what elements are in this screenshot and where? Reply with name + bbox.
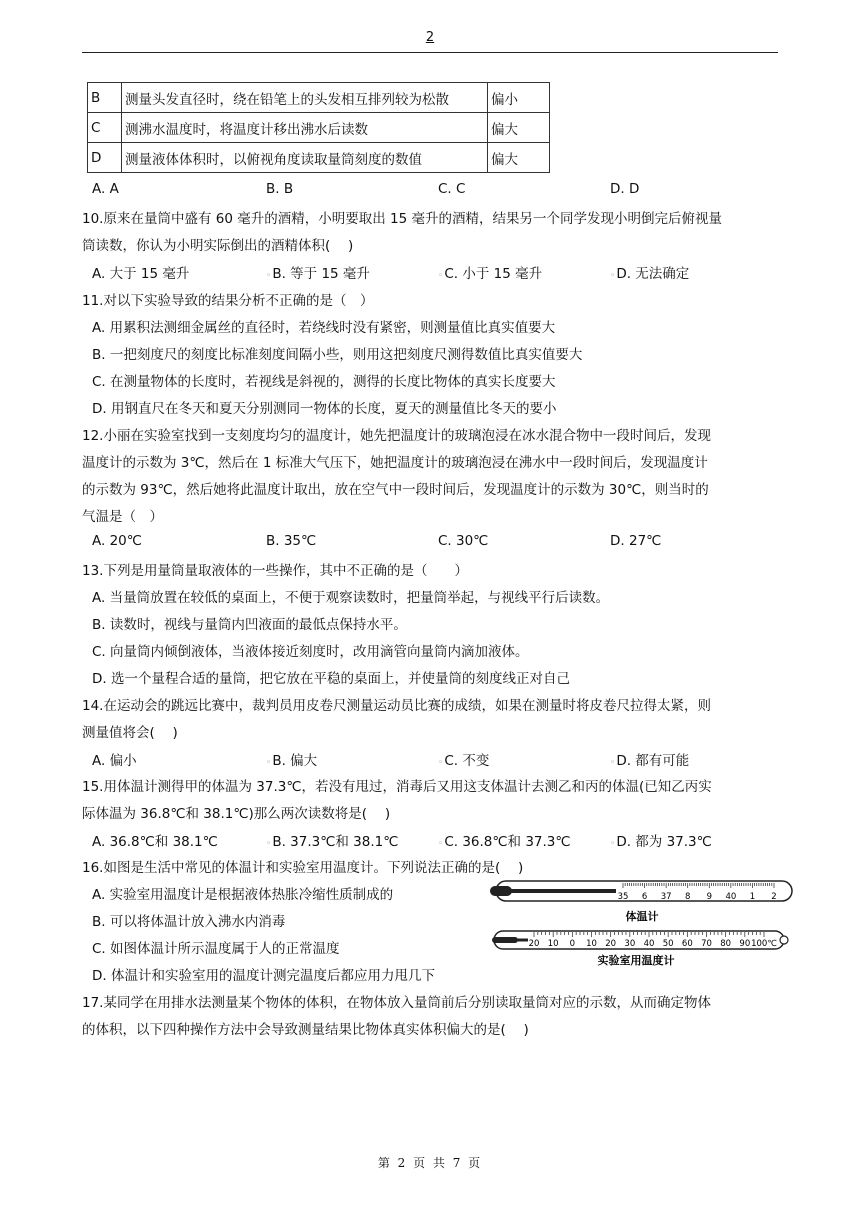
marker-dot: ◦ — [266, 271, 272, 281]
option-d-text: D. 都为 37.3℃ — [616, 834, 712, 850]
q14-options — [92, 749, 689, 769]
q11-stem: 11.对以下实验导致的结果分析不正确的是（ ） — [82, 293, 374, 309]
table-row — [88, 143, 550, 173]
q12-options — [92, 533, 661, 549]
q12-stem-line4: 气温是（ ） — [82, 509, 163, 525]
q12-stem-line1: 12.小丽在实验室找到一支刻度均匀的温度计，她先把温度计的玻璃泡浸在冰水混合物中一段时间后，发现 — [82, 428, 711, 444]
q9-options — [92, 181, 639, 197]
option-c[interactable]: C. 30℃ — [438, 533, 489, 549]
option-d[interactable]: D. D — [610, 181, 640, 197]
q11-option-a[interactable]: A. 用累积法测细金属丝的直径时，若绕线时没有紧密，则测量值比真实值要大 — [92, 320, 556, 336]
page-number-header: 2 — [425, 30, 435, 45]
q15-stem-line2: 际体温为 36.8℃和 38.1℃)那么两次读数将是( ) — [82, 806, 391, 822]
table-cell-key: C — [88, 113, 122, 143]
q16-option-c[interactable]: C. 如图体温计所示温度属于人的正常温度 — [92, 941, 340, 957]
q15-options — [92, 830, 712, 850]
scale-label: 0 — [569, 939, 576, 949]
option-d[interactable] — [610, 830, 712, 850]
table-cell-desc: 测量头发直径时，绕在铅笔上的头发相互排列较为松散 — [122, 83, 488, 113]
option-b[interactable] — [266, 830, 438, 850]
table-cell-result: 偏小 — [488, 83, 550, 113]
scale-label: 40 — [725, 892, 737, 902]
option-c[interactable] — [438, 262, 610, 282]
marker-dot: ◦ — [610, 758, 616, 768]
scale-label: 90 — [739, 939, 751, 949]
q13-option-c[interactable]: C. 向量筒内倾倒液体，当液体接近刻度时，改用滴管向量筒内滴加液体。 — [92, 644, 529, 660]
scale-label: 10 — [586, 939, 597, 949]
scale-label: 50 — [662, 939, 674, 949]
q11-option-c[interactable]: C. 在测量物体的长度时，若视线是斜视的，测得的长度比物体的真实长度要大 — [92, 374, 556, 390]
scale-label: 8 — [685, 892, 691, 902]
table-cell-result: 偏大 — [488, 113, 550, 143]
scale-label: 6 — [641, 892, 648, 902]
q10-stem-line2: 筒读数，你认为小明实际倒出的酒精体积( ) — [82, 238, 354, 254]
option-b[interactable]: B. 35℃ — [266, 533, 317, 549]
q14-stem-line1: 14.在运动会的跳远比赛中，裁判员用皮卷尺测量运动员比赛的成绩，如果在测量时将皮卷尺拉得太紧，则 — [82, 698, 711, 714]
marker-dot: ◦ — [438, 839, 444, 849]
option-c-text: C. 小于 15 毫升 — [444, 266, 543, 282]
marker-dot: ◦ — [266, 839, 272, 849]
marker-dot: ◦ — [610, 271, 616, 281]
option-b[interactable]: B. B — [266, 181, 294, 197]
option-c[interactable] — [438, 749, 610, 769]
lab-label: 实验室用温度计 — [597, 954, 675, 967]
scale-label: 70 — [701, 939, 712, 949]
scale-label: 20 — [528, 939, 540, 949]
scale-label: 1 — [749, 892, 756, 902]
q13-option-a[interactable]: A. 当量筒放置在较低的桌面上，不便于观察读数时，把量筒举起，与视线平行后读数。 — [92, 590, 610, 606]
option-b-text: B. 等于 15 毫升 — [272, 266, 370, 282]
option-b[interactable] — [266, 749, 438, 769]
marker-dot: ◦ — [266, 758, 272, 768]
option-d-text: D. 都有可能 — [616, 753, 690, 769]
q16-option-d[interactable]: D. 体温计和实验室用的温度计测完温度后都应用力甩几下 — [92, 968, 435, 984]
clinical-thermometer — [490, 881, 792, 923]
scale-label: 35 — [617, 892, 629, 902]
option-a[interactable]: A. 36.8℃和 38.1℃ — [92, 834, 218, 850]
q17-stem-line1: 17.某同学在用排水法测量某个物体的体积，在物体放入量筒前后分别读取量筒对应的示数，从而确定物体 — [82, 995, 711, 1011]
q16-option-a[interactable]: A. 实验室用温度计是根据液体热胀冷缩性质制成的 — [92, 887, 394, 903]
option-c-text: C. 36.8℃和 37.3℃ — [444, 834, 571, 850]
q11-option-d[interactable]: D. 用钢直尺在冬天和夏天分别测同一物体的长度，夏天的测量值比冬天的要小 — [92, 401, 557, 417]
marker-dot: ◦ — [438, 271, 444, 281]
table-cell-key: B — [88, 83, 122, 113]
thermometer-figure — [488, 874, 798, 974]
scale-label: 30 — [624, 939, 636, 949]
table-row — [88, 113, 550, 143]
scale-label: 80 — [720, 939, 732, 949]
table-row — [88, 83, 550, 113]
q11-option-b[interactable]: B. 一把刻度尺的刻度比标准刻度间隔小些，则用这把刻度尺测得数值比真实值要大 — [92, 347, 583, 363]
option-a[interactable]: A. 大于 15 毫升 — [92, 266, 190, 282]
option-b[interactable] — [266, 262, 438, 282]
clinical-mercury-column — [510, 889, 616, 893]
error-analysis-table — [87, 82, 550, 173]
option-c[interactable] — [438, 830, 610, 850]
table-cell-desc: 测沸水温度时，将温度计移出沸水后读数 — [122, 113, 488, 143]
option-d-text: D. 无法确定 — [616, 266, 690, 282]
q13-option-b[interactable]: B. 读数时，视线与量筒内凹液面的最低点保持水平。 — [92, 617, 407, 633]
option-c-text: C. 不变 — [444, 753, 490, 769]
q16-stem: 16.如图是生活中常见的体温计和实验室用温度计。下列说法正确的是( ) — [82, 860, 524, 876]
scale-label: 60 — [681, 939, 693, 949]
option-a[interactable]: A. 偏小 — [92, 753, 137, 769]
lab-hanging-ring — [780, 936, 788, 944]
table-cell-desc: 测量液体体积时，以俯视角度读取量筒刻度的数值 — [122, 143, 488, 173]
table-cell-key: D — [88, 143, 122, 173]
q10-options — [92, 262, 689, 282]
q13-option-d[interactable]: D. 选一个量程合适的量筒，把它放在平稳的桌面上，并使量筒的刻度线正对自己 — [92, 671, 570, 687]
clinical-bulb — [490, 886, 512, 896]
scale-label: 100℃ — [751, 939, 777, 949]
page-footer: 第 2 页 共 7 页 — [377, 1156, 483, 1170]
q17-stem-line2: 的体积，以下四种操作方法中会导致测量结果比物体真实体积偏大的是( ) — [82, 1022, 529, 1038]
lab-liquid-column — [516, 939, 528, 942]
q13-stem: 13.下列是用量筒量取液体的一些操作，其中不正确的是（ ） — [82, 563, 468, 579]
option-a[interactable]: A. 20℃ — [92, 533, 142, 549]
scale-label: 2 — [771, 892, 777, 902]
table-cell-result: 偏大 — [488, 143, 550, 173]
option-d[interactable]: D. 27℃ — [610, 533, 662, 549]
scale-label: 20 — [605, 939, 617, 949]
option-a[interactable]: A. A — [92, 181, 119, 197]
scale-label: 40 — [643, 939, 655, 949]
lab-bulb — [492, 937, 518, 943]
header-rule — [82, 52, 778, 53]
scale-label: 10 — [547, 939, 559, 949]
option-d[interactable] — [610, 749, 689, 769]
option-d[interactable] — [610, 262, 689, 282]
q14-stem-line2: 测量值将会( ) — [82, 725, 178, 741]
option-b-text: B. 偏大 — [272, 753, 318, 769]
option-c[interactable]: C. C — [438, 181, 466, 197]
q12-stem-line2: 温度计的示数为 3℃，然后在 1 标准大气压下，她把温度计的玻璃泡浸在沸水中一段时间后，发现温度计 — [82, 455, 708, 471]
option-b-text: B. 37.3℃和 38.1℃ — [272, 834, 399, 850]
marker-dot: ◦ — [610, 839, 616, 849]
marker-dot: ◦ — [438, 758, 444, 768]
lab-thermometer — [492, 931, 788, 967]
q15-stem-line1: 15.用体温计测得甲的体温为 37.3℃，若没有甩过，消毒后又用这支体温计去测乙和丙的体温(已知乙丙实 — [82, 779, 712, 795]
q16-option-b[interactable]: B. 可以将体温计放入沸水内消毒 — [92, 914, 286, 930]
q10-stem-line1: 10.原来在量筒中盛有 60 毫升的酒精，小明要取出 15 毫升的酒精，结果另一个同学发现小明倒完后俯视量 — [82, 211, 722, 227]
scale-label: 9 — [706, 892, 712, 902]
clinical-label: 体温计 — [625, 910, 659, 923]
scale-label: 37 — [660, 892, 672, 902]
q12-stem-line3: 的示数为 93℃，然后她将此温度计取出，放在空气中一段时间后，发现温度计的示数为 30℃，则当时的 — [82, 482, 709, 498]
